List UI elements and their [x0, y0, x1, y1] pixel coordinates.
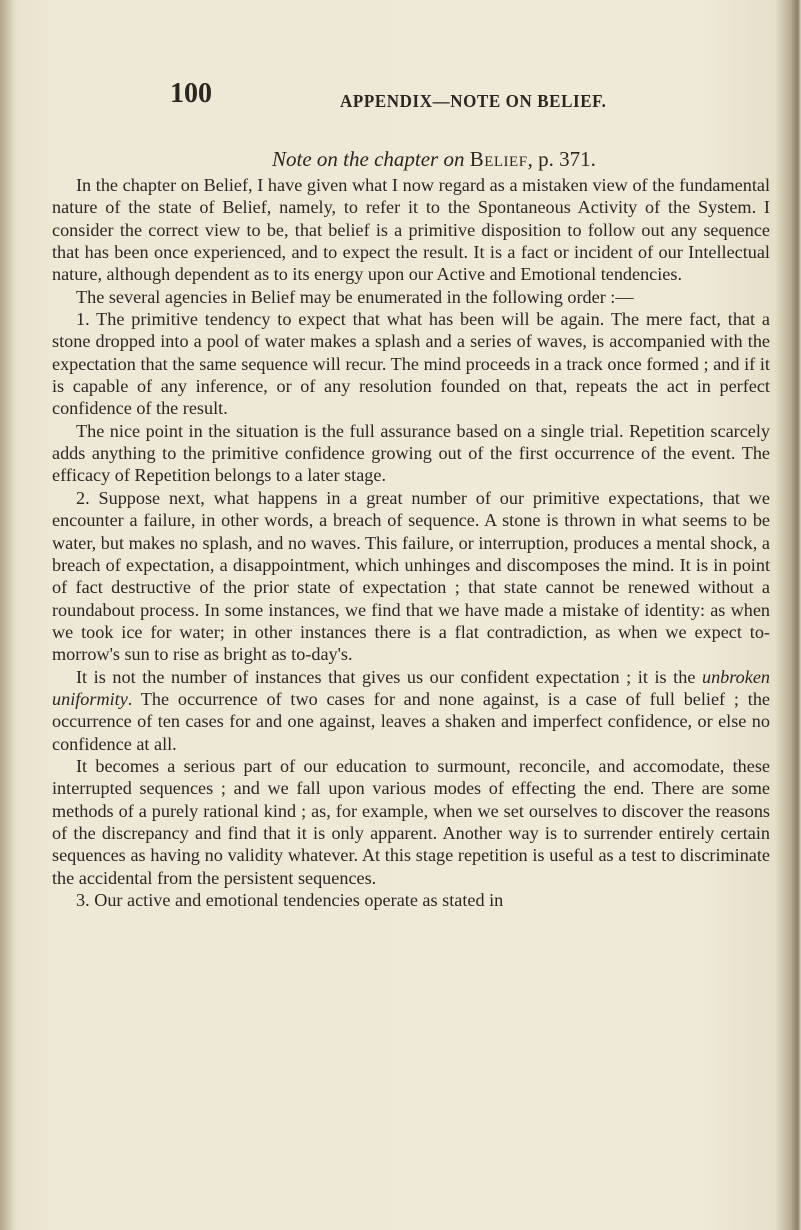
- paragraph: 3. Our active and emotional tendencies operate as stated in: [76, 890, 504, 910]
- note-title-subject: Belief: [469, 147, 528, 171]
- running-head: APPENDIX—NOTE ON BELIEF.: [340, 91, 607, 112]
- page-header: [170, 78, 730, 118]
- paragraph-text: . The occurrence of two cases for and none against, is a case of full belief ; the occurrence of ten cases for and one against, leaves a shaken and imperfect confidence, or else no confidence at all.: [52, 688, 770, 754]
- paragraph: [52, 666, 770, 755]
- paragraph: The nice point in the situation is the full assurance based on a single trial. Repetition scarcely adds anything to the primitive confidence growing out of the first occurrence of the event. The efficacy of Repetition belongs to a later stage.: [52, 420, 770, 486]
- page-number: 100: [170, 78, 212, 109]
- note-title-prefix: Note on the chapter on: [272, 147, 465, 171]
- paragraph: 2. Suppose next, what happens in a great number of our primitive expectations, that we encounter a failure, in other words, a breach of sequence. A stone is thrown in what seems to be water, but makes no splash, and no waves. This failure, or interruption, produces a mental shock, a breach of expectation, a disappointment, which unhinges and discomposes the mind. It is in point of fact destructive of the prior state of expectation ; that state cannot be renewed without a roundabout process. In some instances, we find that we have made a mistake of identity: as when we took ice for water; in other instances there is a flat contradiction, as when we expect to-morrow's sun to rise as bright as to-day's.: [52, 487, 770, 665]
- paragraph: 1. The primitive tendency to expect that what has been will be again. The mere fact, that a stone dropped into a pool of water makes a splash and a series of waves, is accompanied with the expectation that the same sequence will recur. The mind proceeds in a track once formed ; and if it is capable of any inference, or of any resolution founded on that, repeats the act in perfect confidence of the result.: [52, 309, 770, 419]
- paragraph: It becomes a serious part of our education to surmount, reconcile, and accomodate, these interrupted sequences ; and we fall upon various modes of effecting the end. There are some methods of a purely rational kind ; as, for example, when we set ourselves to discover the reasons of the discrepancy and find that it is only apparent. Another way is to surrender entirely certain sequences as having no validity whatever. At this stage repetition is useful as a test to discriminate the accidental from the persistent sequences.: [52, 755, 770, 888]
- paragraph: In the chapter on Belief, I have given what I now regard as a mistaken view of the fundamental nature of the state of Belief, namely, to refer it to the Spontaneous Activity of the System. I consider the correct view to be, that belief is a primitive disposition to follow out any sequence that has been once experienced, and to expect the result. It is a fact or incident of our Intellectual nature, although dependent as to its energy upon our Active and Emotional tendencies.: [52, 175, 770, 285]
- paragraph: The several agencies in Belief may be enumerated in the following order :—: [76, 286, 634, 307]
- body-text: [52, 174, 770, 911]
- note-title: [272, 147, 596, 172]
- paragraph-text: It is not the number of instances that gives us our confident expectation ; it is the: [76, 666, 702, 687]
- note-title-page-ref: , p. 371.: [527, 147, 596, 171]
- emphasis: unbroken uniformity: [52, 666, 770, 709]
- page-edge: [791, 0, 801, 1230]
- gutter-shadow: [0, 0, 14, 1230]
